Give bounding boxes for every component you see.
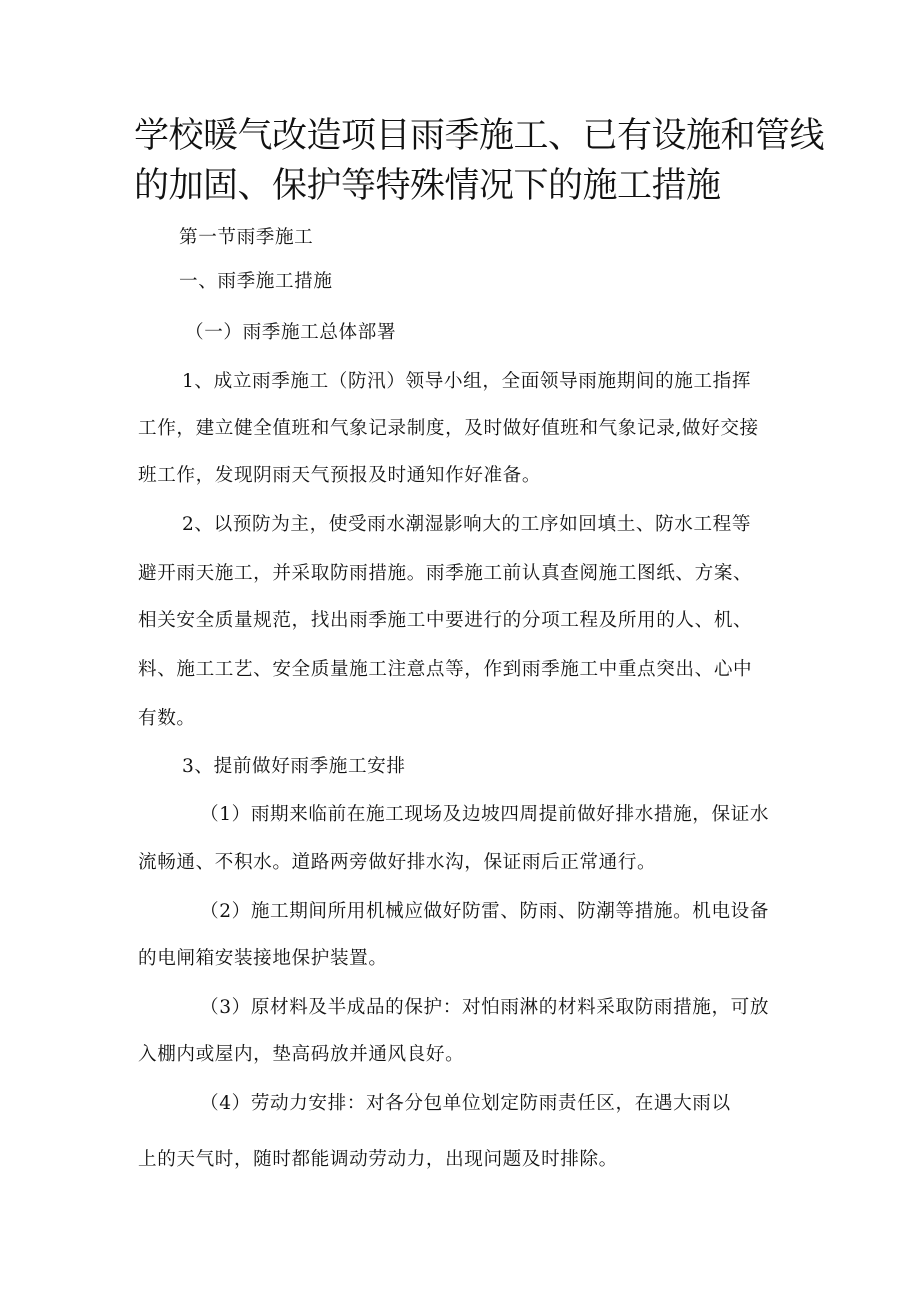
paragraph-line: 班工作，发现阴雨天气预报及时通知作好准备。 [138,465,542,486]
paragraph-line: （4）劳动力安排：对各分包单位划定防雨责任区，在遇大雨以 [200,1093,731,1114]
paragraph-line: 入棚内或屋内，垫高码放并通风良好。 [138,1044,465,1065]
paragraph-line: （3）原材料及半成品的保护：对怕雨淋的材料采取防雨措施，可放 [200,997,770,1018]
paragraph-line: 工作，建立健全值班和气象记录制度，及时做好值班和气象记录,做好交接 [138,418,759,439]
paragraph-line: 1、成立雨季施工（防汛）领导小组，全面领导雨施期间的施工指挥 [182,371,752,392]
sub-subsection-heading: （一）雨季施工总体部署 [185,322,397,343]
paragraph-line: 2、以预防为主，使受雨水潮湿影响大的工序如回填土、防水工程等 [182,514,752,535]
paragraph-line: 的电闸箱安装接地保护装置。 [138,948,388,969]
document-title-line-2: 的加固、保护等特殊情况下的施工措施 [134,166,721,206]
paragraph-line: 料、施工工艺、安全质量施工注意点等，作到雨季施工中重点突出、心中 [138,659,753,680]
paragraph-line: 有数。 [138,708,196,729]
section-heading: 第一节雨季施工 [179,227,314,248]
subsection-heading: 一、雨季施工措施 [179,271,333,292]
paragraph-line: 流畅通、不积水。道路两旁做好排水沟，保证雨后正常通行。 [138,852,657,873]
paragraph-line: （2）施工期间所用机械应做好防雷、防雨、防潮等措施。机电设备 [200,901,770,922]
paragraph-heading: 3、提前做好雨季施工安排 [182,756,406,777]
paragraph-line: （1）雨期来临前在施工现场及边坡四周提前做好排水措施，保证水 [200,804,770,825]
paragraph-line: 相关安全质量规范，找出雨季施工中要进行的分项工程及所用的人、机、 [138,610,753,631]
paragraph-line: 上的天气时，随时都能调动劳动力，出现问题及时排除。 [138,1149,618,1170]
document-title-line-1: 学校暖气改造项目雨季施工、已有设施和管线 [134,116,825,156]
paragraph-line: 避开雨天施工，并采取防雨措施。雨季施工前认真查阅施工图纸、方案、 [138,563,753,584]
